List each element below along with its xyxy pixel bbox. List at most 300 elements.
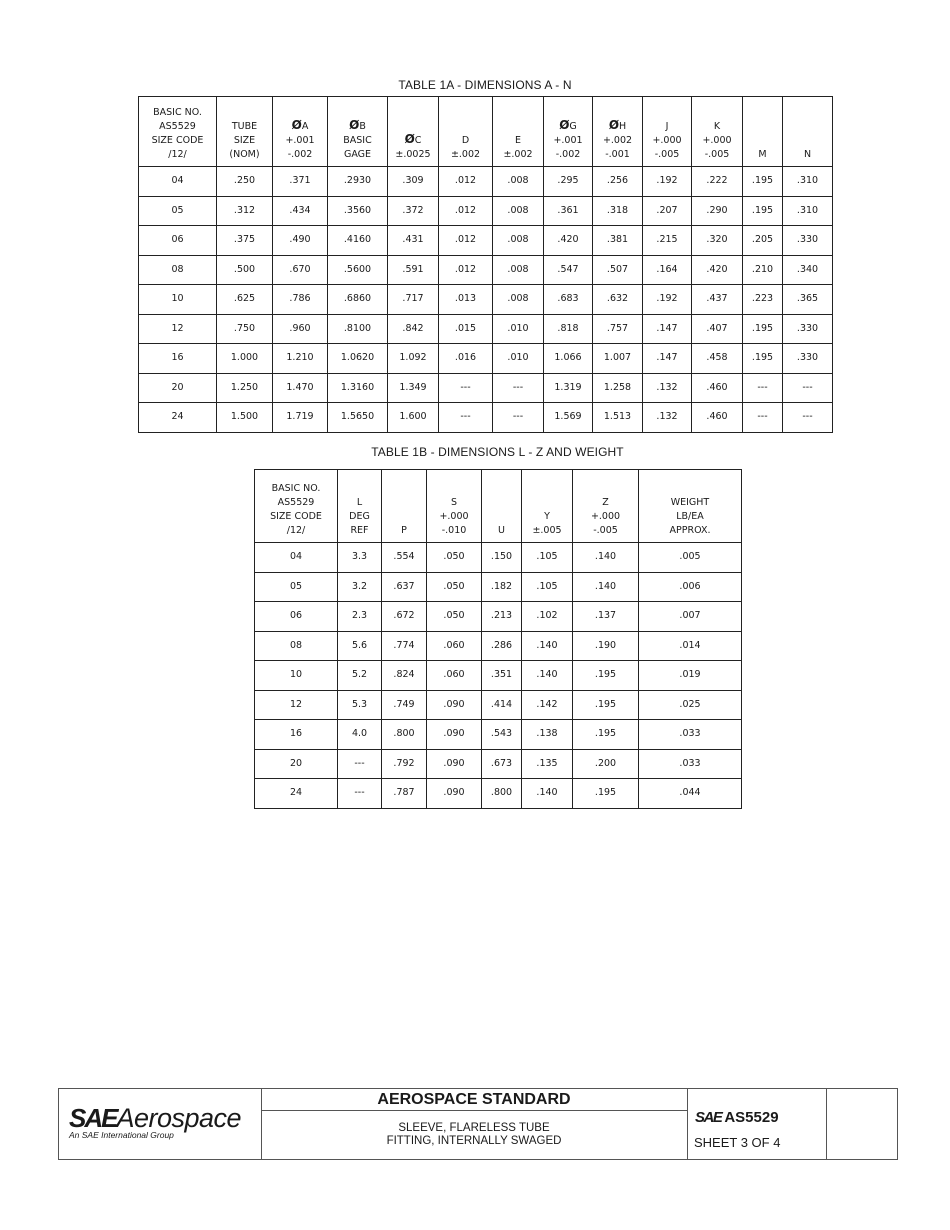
column-header-line [273, 118, 327, 134]
column-header [217, 97, 273, 167]
value-cell: .033 [639, 749, 742, 779]
column-header [255, 470, 338, 543]
table-row [255, 720, 742, 750]
column-header-line: AS5529 [159, 121, 196, 132]
value-cell: .050 [427, 572, 482, 602]
value-cell: .371 [273, 167, 328, 197]
value-cell: .013 [439, 285, 493, 315]
value-cell: .256 [593, 167, 643, 197]
value-cell: .792 [382, 749, 427, 779]
column-header-letter: G [569, 121, 577, 132]
size-code-cell: 20 [255, 749, 338, 779]
value-cell: .460 [692, 373, 743, 403]
size-code-cell: 08 [255, 631, 338, 661]
column-header [493, 97, 544, 167]
value-cell: 1.066 [544, 344, 593, 374]
value-cell: .365 [783, 285, 833, 315]
value-cell: .672 [382, 602, 427, 632]
column-header-letter: H [619, 121, 627, 132]
column-header-line: ±.005 [532, 525, 562, 536]
value-cell: 3.3 [338, 543, 382, 573]
value-cell: .295 [544, 167, 593, 197]
sheet-number: SHEET 3 OF 4 [694, 1135, 781, 1150]
size-code-cell: 12 [255, 690, 338, 720]
value-cell: .195 [743, 344, 783, 374]
value-cell: .4160 [328, 226, 388, 256]
value-cell: 1.719 [273, 403, 328, 433]
value-cell: .547 [544, 255, 593, 285]
value-cell: .6860 [328, 285, 388, 315]
column-header-line: SIZE [233, 135, 256, 146]
value-cell: --- [439, 373, 493, 403]
value-cell: .330 [783, 314, 833, 344]
value-cell: .195 [743, 196, 783, 226]
column-header-line: REF [350, 525, 369, 536]
value-cell: .320 [692, 226, 743, 256]
column-header [139, 97, 217, 167]
size-code-cell: 24 [255, 779, 338, 809]
value-cell: .286 [482, 631, 522, 661]
value-cell: .014 [639, 631, 742, 661]
size-code-cell: 08 [139, 255, 217, 285]
value-cell: .132 [643, 373, 692, 403]
document-title-line1: SLEEVE, FLARELESS TUBE [398, 1122, 550, 1134]
column-header [593, 97, 643, 167]
column-header-line [328, 118, 387, 134]
column-header-line: LB/EA [676, 511, 704, 522]
value-cell: .205 [743, 226, 783, 256]
value-cell: .8100 [328, 314, 388, 344]
value-cell: .632 [593, 285, 643, 315]
value-cell: 4.0 [338, 720, 382, 750]
column-header-line: -.005 [593, 525, 618, 536]
table-row [139, 196, 833, 226]
column-header-line: ±.002 [503, 149, 533, 160]
column-header [522, 470, 573, 543]
size-code-cell: 05 [139, 196, 217, 226]
table-1b-title: TABLE 1B - DIMENSIONS L - Z AND WEIGHT [371, 445, 624, 459]
value-cell: 5.2 [338, 661, 382, 691]
table-row [139, 403, 833, 433]
column-header-line: -.002 [287, 149, 313, 160]
value-cell: .330 [783, 344, 833, 374]
column-header-line [593, 118, 642, 134]
value-cell: .090 [427, 779, 482, 809]
column-header-line: +.000 [439, 511, 469, 522]
value-cell: .222 [692, 167, 743, 197]
value-cell: .372 [388, 196, 439, 226]
value-cell: .381 [593, 226, 643, 256]
column-header-line: BASIC NO. [153, 107, 202, 118]
value-cell: .330 [783, 226, 833, 256]
value-cell: .787 [382, 779, 427, 809]
logo-tagline: An SAE International Group [69, 1130, 174, 1140]
header-row [139, 97, 833, 167]
column-header-line: (NOM) [229, 149, 260, 160]
column-header-line: BASIC [343, 135, 372, 146]
column-header-line: P [401, 525, 407, 536]
column-header-letter: C [414, 135, 422, 146]
value-cell: .460 [692, 403, 743, 433]
diameter-symbol-icon: Ø [608, 118, 620, 132]
column-header-line: GAGE [343, 149, 372, 160]
column-header-line: +.002 [602, 135, 633, 146]
value-cell: 1.319 [544, 373, 593, 403]
value-cell: .008 [493, 226, 544, 256]
column-header [743, 97, 783, 167]
table-row [255, 631, 742, 661]
value-cell: .142 [522, 690, 573, 720]
column-header-line: L [356, 497, 363, 508]
value-cell: .008 [493, 285, 544, 315]
column-header-line: /12/ [168, 149, 187, 160]
column-header-line: M [758, 149, 767, 160]
value-cell: .140 [522, 779, 573, 809]
value-cell: .006 [639, 572, 742, 602]
value-cell: .223 [743, 285, 783, 315]
column-header-line: +.000 [652, 135, 682, 146]
value-cell: .437 [692, 285, 743, 315]
value-cell: .102 [522, 602, 573, 632]
value-cell: .500 [217, 255, 273, 285]
value-cell: .140 [573, 572, 639, 602]
value-cell: .008 [493, 196, 544, 226]
column-header [328, 97, 388, 167]
column-header [783, 97, 833, 167]
column-header [338, 470, 382, 543]
value-cell: .008 [493, 167, 544, 197]
value-cell: 1.600 [388, 403, 439, 433]
value-cell: .012 [439, 226, 493, 256]
column-header [388, 97, 439, 167]
value-cell: .420 [544, 226, 593, 256]
value-cell: 1.513 [593, 403, 643, 433]
column-header [573, 470, 639, 543]
value-cell: .361 [544, 196, 593, 226]
value-cell: --- [439, 403, 493, 433]
table-row [139, 373, 833, 403]
value-cell: .135 [522, 749, 573, 779]
column-header [639, 470, 742, 543]
value-cell: .637 [382, 572, 427, 602]
value-cell: .407 [692, 314, 743, 344]
column-header-line: D [461, 135, 470, 146]
value-cell: .050 [427, 602, 482, 632]
value-cell: .5600 [328, 255, 388, 285]
table-row [255, 661, 742, 691]
size-code-cell: 16 [255, 720, 338, 750]
column-header-line [544, 118, 592, 134]
column-header-line: S [450, 497, 458, 508]
value-cell: --- [493, 373, 544, 403]
logo-sae-text: SAE [69, 1103, 117, 1133]
value-cell: .147 [643, 314, 692, 344]
column-header-line: +.000 [590, 511, 621, 522]
value-cell: 1.007 [593, 344, 643, 374]
value-cell: .033 [639, 720, 742, 750]
size-code-cell: 16 [139, 344, 217, 374]
value-cell: .800 [482, 779, 522, 809]
size-code-cell: 10 [139, 285, 217, 315]
column-header-line: -.010 [441, 525, 467, 536]
value-cell: .458 [692, 344, 743, 374]
value-cell: .192 [643, 167, 692, 197]
value-cell: .140 [522, 631, 573, 661]
value-cell: .683 [544, 285, 593, 315]
value-cell: .025 [639, 690, 742, 720]
column-header [692, 97, 743, 167]
value-cell: .200 [573, 749, 639, 779]
value-cell: --- [783, 373, 833, 403]
size-code-cell: 04 [139, 167, 217, 197]
diameter-symbol-icon: Ø [404, 132, 415, 146]
column-header-letter: A [301, 121, 309, 132]
value-cell: .164 [643, 255, 692, 285]
column-header-line: N [803, 149, 812, 160]
value-cell: 1.569 [544, 403, 593, 433]
value-cell: 1.500 [217, 403, 273, 433]
table-row [139, 344, 833, 374]
size-code-cell: 10 [255, 661, 338, 691]
value-cell: .012 [439, 167, 493, 197]
column-header [382, 470, 427, 543]
value-cell: .309 [388, 167, 439, 197]
value-cell: .749 [382, 690, 427, 720]
value-cell: .007 [639, 602, 742, 632]
value-cell: --- [743, 403, 783, 433]
value-cell: .195 [573, 661, 639, 691]
column-header-line: Y [544, 511, 550, 522]
column-header [482, 470, 522, 543]
value-cell: .050 [427, 543, 482, 573]
value-cell: .195 [573, 779, 639, 809]
column-header-line [388, 132, 438, 148]
value-cell: .060 [427, 661, 482, 691]
column-header-letter: B [359, 121, 366, 132]
value-cell: .060 [427, 631, 482, 661]
value-cell: .010 [493, 344, 544, 374]
value-cell: .008 [493, 255, 544, 285]
value-cell: .140 [522, 661, 573, 691]
size-code-cell: 06 [139, 226, 217, 256]
value-cell: --- [338, 749, 382, 779]
value-cell: .090 [427, 749, 482, 779]
revision-cell [826, 1089, 896, 1159]
size-code-cell: 06 [255, 602, 338, 632]
column-header-line: J [665, 121, 669, 132]
value-cell: .147 [643, 344, 692, 374]
value-cell: .414 [482, 690, 522, 720]
header-row [255, 470, 742, 543]
value-cell: .210 [743, 255, 783, 285]
column-header-line: DEG [349, 511, 370, 522]
document-number: AS5529 [724, 1109, 779, 1126]
column-header-line: BASIC NO. [271, 483, 321, 494]
column-header-line: APPROX. [669, 525, 711, 536]
column-header-line: /12/ [286, 525, 306, 536]
column-header-line: +.001 [553, 135, 583, 146]
value-cell: .138 [522, 720, 573, 750]
value-cell: --- [783, 403, 833, 433]
value-cell: .150 [482, 543, 522, 573]
table-row [255, 572, 742, 602]
title-block [58, 1088, 898, 1160]
standard-heading: AEROSPACE STANDARD [261, 1089, 687, 1111]
value-cell: 1.0620 [328, 344, 388, 374]
value-cell: .757 [593, 314, 643, 344]
table-row [139, 285, 833, 315]
table-row [139, 255, 833, 285]
value-cell: .318 [593, 196, 643, 226]
value-cell: .012 [439, 255, 493, 285]
value-cell: .016 [439, 344, 493, 374]
logo-cell [59, 1089, 262, 1159]
table-1a-title: TABLE 1A - DIMENSIONS A - N [398, 78, 572, 92]
value-cell: 2.3 [338, 602, 382, 632]
value-cell: .105 [522, 572, 573, 602]
value-cell: .310 [783, 196, 833, 226]
column-header-line: -.005 [654, 149, 680, 160]
value-cell: 5.6 [338, 631, 382, 661]
sae-logo-small: SAE [695, 1109, 722, 1126]
column-header-line: ±.0025 [395, 149, 431, 160]
size-code-cell: 20 [139, 373, 217, 403]
value-cell: .140 [573, 543, 639, 573]
value-cell: 1.258 [593, 373, 643, 403]
document-title-line2: FITTING, INTERNALLY SWAGED [386, 1135, 562, 1147]
value-cell: --- [743, 373, 783, 403]
value-cell: .824 [382, 661, 427, 691]
value-cell: .010 [493, 314, 544, 344]
value-cell: .310 [783, 167, 833, 197]
column-header-line: -.005 [704, 149, 730, 160]
value-cell: 5.3 [338, 690, 382, 720]
value-cell: .351 [482, 661, 522, 691]
value-cell: .195 [573, 690, 639, 720]
value-cell: .434 [273, 196, 328, 226]
value-cell: .192 [643, 285, 692, 315]
value-cell: 1.3160 [328, 373, 388, 403]
value-cell: --- [338, 779, 382, 809]
column-header [544, 97, 593, 167]
column-header [439, 97, 493, 167]
column-header-line: +.001 [285, 135, 315, 146]
value-cell: 1.470 [273, 373, 328, 403]
table-row [139, 314, 833, 344]
table-row [255, 602, 742, 632]
value-cell: .591 [388, 255, 439, 285]
diameter-symbol-icon: Ø [349, 118, 360, 132]
size-code-cell: 04 [255, 543, 338, 573]
column-header-line: ±.002 [450, 149, 481, 160]
value-cell: --- [493, 403, 544, 433]
value-cell: .507 [593, 255, 643, 285]
value-cell: 1.000 [217, 344, 273, 374]
column-header [643, 97, 692, 167]
value-cell: .673 [482, 749, 522, 779]
column-header [427, 470, 482, 543]
value-cell: 1.210 [273, 344, 328, 374]
value-cell: .490 [273, 226, 328, 256]
value-cell: .044 [639, 779, 742, 809]
size-code-cell: 12 [139, 314, 217, 344]
value-cell: .105 [522, 543, 573, 573]
value-cell: .750 [217, 314, 273, 344]
value-cell: .312 [217, 196, 273, 226]
value-cell: .207 [643, 196, 692, 226]
value-cell: 1.5650 [328, 403, 388, 433]
value-cell: .132 [643, 403, 692, 433]
table-row [139, 167, 833, 197]
value-cell: .195 [743, 314, 783, 344]
column-header-line: E [514, 135, 521, 146]
value-cell: .960 [273, 314, 328, 344]
column-header-line: SIZE CODE [270, 511, 322, 522]
value-cell: .215 [643, 226, 692, 256]
value-cell: .195 [743, 167, 783, 197]
value-cell: .786 [273, 285, 328, 315]
value-cell: .290 [692, 196, 743, 226]
value-cell: .420 [692, 255, 743, 285]
column-header-line: K [713, 121, 721, 132]
column-header-line: AS5529 [277, 497, 315, 508]
value-cell: .090 [427, 690, 482, 720]
value-cell: .213 [482, 602, 522, 632]
value-cell: .340 [783, 255, 833, 285]
column-header-line: Z [602, 497, 609, 508]
value-cell: .717 [388, 285, 439, 315]
value-cell: 1.092 [388, 344, 439, 374]
logo-aerospace-text: Aerospace [116, 1103, 242, 1133]
value-cell: .842 [388, 314, 439, 344]
value-cell: .015 [439, 314, 493, 344]
value-cell: .005 [639, 543, 742, 573]
value-cell: 3.2 [338, 572, 382, 602]
table-row [255, 749, 742, 779]
value-cell: .190 [573, 631, 639, 661]
table-row [139, 226, 833, 256]
title-cell [261, 1089, 688, 1159]
diameter-symbol-icon: Ø [291, 118, 302, 132]
value-cell: 1.250 [217, 373, 273, 403]
sae-aerospace-logo [69, 1103, 241, 1140]
value-cell: 1.349 [388, 373, 439, 403]
column-header-line: SIZE CODE [151, 135, 204, 146]
value-cell: .182 [482, 572, 522, 602]
value-cell: .431 [388, 226, 439, 256]
value-cell: .543 [482, 720, 522, 750]
value-cell: .625 [217, 285, 273, 315]
value-cell: .137 [573, 602, 639, 632]
table-row [255, 779, 742, 809]
size-code-cell: 05 [255, 572, 338, 602]
size-code-cell: 24 [139, 403, 217, 433]
value-cell: .019 [639, 661, 742, 691]
table-1b-dimensions-weight [254, 469, 742, 809]
column-header [273, 97, 328, 167]
value-cell: .2930 [328, 167, 388, 197]
table-row [255, 543, 742, 573]
table-row [255, 690, 742, 720]
value-cell: .375 [217, 226, 273, 256]
document-number-cell [687, 1089, 827, 1159]
column-header-line: +.000 [702, 135, 732, 146]
value-cell: .090 [427, 720, 482, 750]
diameter-symbol-icon: Ø [559, 118, 570, 132]
value-cell: .3560 [328, 196, 388, 226]
column-header-line: -.002 [555, 149, 581, 160]
value-cell: .774 [382, 631, 427, 661]
